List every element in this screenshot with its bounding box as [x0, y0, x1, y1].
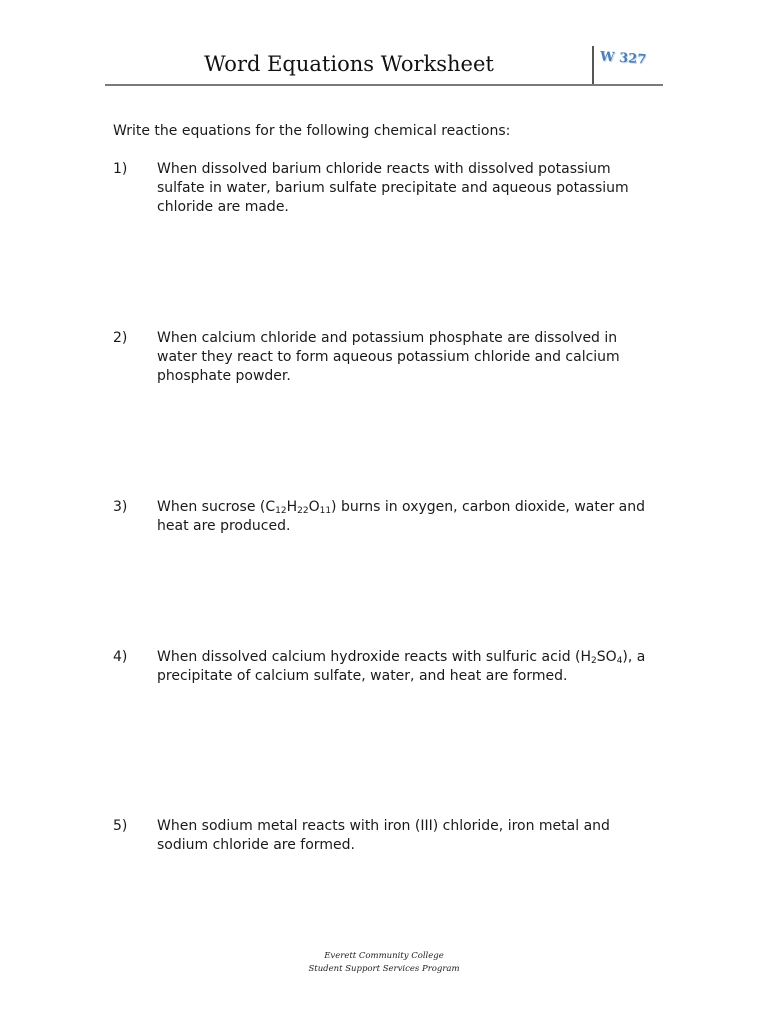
page-footer [0, 950, 768, 976]
subscript: 4 [616, 656, 623, 666]
page-title: Word Equations Worksheet [204, 52, 494, 76]
question-text: When calcium chloride and potassium phosphate are dissolved in water they react to form aqueous potassium chloride and calcium phosphate powder. [157, 330, 620, 384]
question-text-part: When sucrose (C [157, 499, 276, 515]
question-text: When sodium metal reacts with iron (III) chloride, iron metal and sodium chloride are formed. [157, 818, 610, 853]
instructions: Write the equations for the following chemical reactions: [113, 123, 511, 139]
question-number: 5) [113, 818, 128, 834]
question-text-part: When dissolved calcium hydroxide reacts with sulfuric acid (H [157, 649, 592, 665]
question-text-part: ), a precipitate of calcium sulfate, water, and heat are formed. [157, 649, 646, 684]
subscript: 12 [275, 506, 287, 516]
header-divider [592, 46, 594, 84]
subscript: 2 [591, 656, 597, 666]
worksheet-code: W 327 [599, 49, 647, 68]
question-text-part: ) burns in oxygen, carbon dioxide, water and heat are produced. [157, 499, 646, 534]
subscript: 22 [297, 506, 309, 516]
header-rule [105, 84, 663, 86]
question-text [157, 498, 657, 536]
question-text-part: H [286, 499, 298, 515]
footer-program: Student Support Services Program [308, 964, 460, 974]
question-text-part: SO [596, 649, 617, 665]
page-header [105, 44, 663, 86]
question-text-part: O [308, 499, 320, 515]
question-text: When dissolved barium chloride reacts with dissolved potassium sulfate in water, barium sulfate precipitate and aqueous potassium chloride are made. [157, 161, 629, 215]
question-number: 2) [113, 330, 128, 346]
subscript: 11 [319, 506, 332, 516]
question-number: 1) [113, 161, 128, 177]
question-number: 4) [113, 649, 128, 665]
question-number: 3) [113, 499, 128, 515]
footer-institution: Everett Community College [324, 951, 444, 961]
question-text [157, 648, 657, 686]
